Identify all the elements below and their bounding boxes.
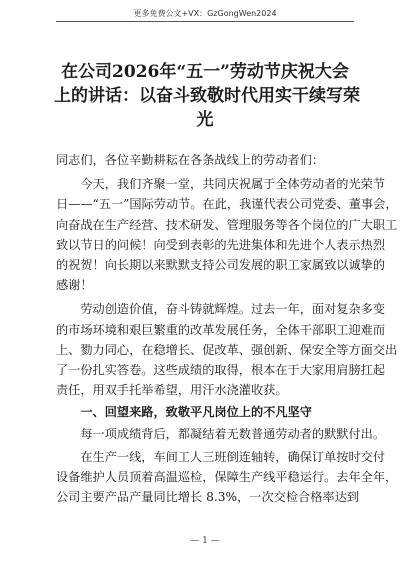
- document-title: [54, 60, 360, 132]
- paragraph-achievements: [56, 299, 398, 400]
- page-header-watermark: 更多免费公文+VX：GzGongWen2024: [133, 9, 277, 18]
- paragraph-line: 设备维护人员顶着高温巡检，保障生产线平稳运行。去年全年，: [56, 470, 398, 485]
- title-line: 在公司2026年“五一”劳动节庆祝大会: [61, 62, 349, 82]
- paragraph-line: 致以节日的问候！向受到表彰的先进集体和先进个人表示热烈: [56, 237, 386, 252]
- paragraph-line: 的祝贺！向长期以来默默支持公司发展的职工家属致以诚挚的: [56, 258, 386, 273]
- salutation: 同志们，各位辛勤耕耘在各条战线上的劳动者们：: [56, 153, 325, 167]
- paragraph-line: 上、勠力同心，在稳增长、促改革、强创新、保安全等方面交出: [56, 342, 398, 357]
- page-number: — 1 —: [190, 536, 220, 546]
- paragraph-line: 了一份扎实答卷。这些成绩的取得，根本在于大家用肩膀扛起: [56, 363, 386, 378]
- paragraph-greeting: [56, 174, 398, 295]
- paragraph-line: 感谢！: [56, 278, 93, 293]
- paragraph-line: 的市场环境和艰巨繁重的改革发展任务，全体干部职工迎难而: [56, 322, 386, 337]
- title-line: 光: [196, 110, 214, 130]
- paragraph-line: 责任，用双手托举希望，用汗水浇灌收获。: [56, 383, 288, 398]
- paragraph-line: 劳动创造价值，奋斗铸就辉煌。过去一年，面对复杂多变: [56, 302, 386, 317]
- header-divider: [56, 21, 354, 22]
- paragraph-line: 每一项成绩背后，都凝结着无数普通劳动者的默默付出。: [56, 426, 386, 441]
- document-body: [56, 150, 398, 507]
- paragraph-line: 向奋战在生产经营、技术研发、管理服务等各个岗位的广大职工: [56, 217, 398, 232]
- paragraph-frontline: [56, 447, 398, 508]
- section-heading: 一、回望来路，致敬平凡岗位上的不凡坚守: [56, 405, 312, 420]
- paragraph-line: 在生产一线，车间工人三班倒连轴转，确保订单按时交付: [56, 449, 386, 464]
- paragraph-intro: [56, 424, 386, 444]
- paragraph-line: 日——“五一”国际劳动节。在此，我谨代表公司党委、董事会，: [56, 197, 398, 212]
- title-line: 上的讲话：以奋斗致敬时代用实干续写荣: [54, 86, 360, 106]
- paragraph-line: 公司主要产品产量同比增长 8.3%，一次交检合格率达到: [56, 490, 359, 505]
- paragraph-line: 今天，我们齐聚一堂，共同庆祝属于全体劳动者的光荣节: [56, 177, 386, 192]
